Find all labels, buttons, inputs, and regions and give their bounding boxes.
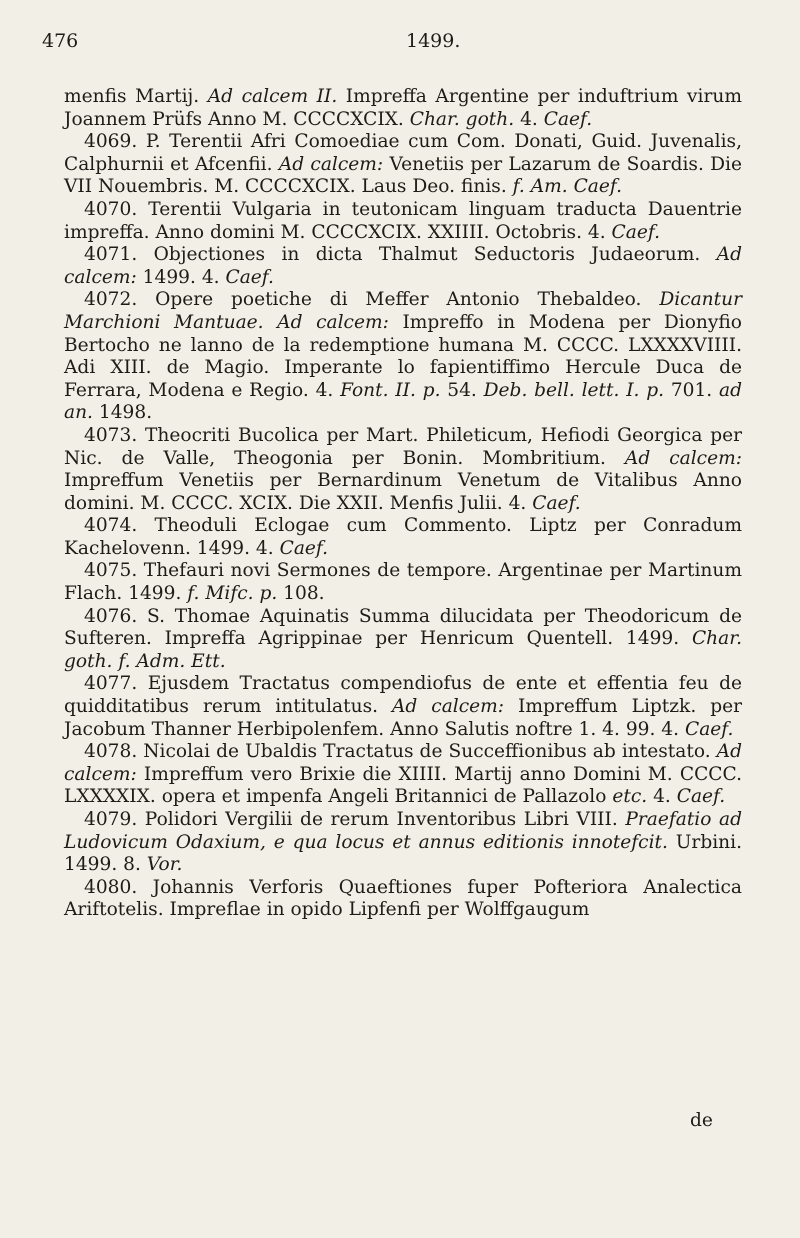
catalog-entry-4078 (64, 741, 742, 809)
running-year: 1499. (406, 30, 461, 52)
entry-text: 1498. (92, 402, 153, 424)
italic-text: Caef. (684, 718, 734, 740)
entry-text: 4080. Johannis Verforis Quaeftiones fuper Pofteriora Analectica Ariftotelis. Impreflae in opido Lipfenfi per Wolffgaugum (64, 876, 742, 921)
italic-text: Char. goth. f. Adm. Ett. (64, 628, 742, 672)
entry-text: 4069. P. Terentii Afri Comoediae cum Com. Donati, Guid. Juvenalis, Calphurnii et Afcenfii. (64, 131, 742, 175)
page-header (42, 28, 758, 58)
page-number: 476 (42, 30, 79, 52)
entry-text: Impreffum Venetiis per Bernardinum Venetum de Vitalibus Anno domini. M. CCCC. XCIX. Die XXII. Menfis Julii. 4. (64, 470, 742, 514)
entry-text: 1499. 4. (136, 266, 226, 288)
catalog-entry-4072 (64, 289, 742, 425)
italic-text: Ad calcem: (64, 741, 742, 785)
entry-text: 701. (664, 379, 719, 401)
catalog-entry-4076 (64, 606, 742, 674)
italic-text: Vor. (146, 854, 183, 876)
italic-text: Ad calcem: (278, 153, 384, 175)
italic-text: Char. goth. (409, 108, 515, 130)
entry-text: Impreffa Argentine per induftrium virum Joannem Prüfs Anno M. CCCCXCIX. (64, 86, 742, 130)
entry-text: Impreffum vero Brixie die XIIII. Martij anno Domini M. CCCC. LXXXXIX. opera et impenfa Angeli Britannici de Pallazolo (64, 763, 742, 808)
entry-text: 4071. Objectiones in dicta Thalmut Seductoris Judaeorum. (84, 244, 717, 266)
italic-text: Caef. (225, 266, 274, 288)
entry-continuation (64, 86, 742, 131)
entry-text: Urbini. 1499. 8. (64, 831, 742, 876)
entry-text: Impreffum Liptzk. per Jacobum Thanner Herbipolenfem. Anno Salutis noftre 1. 4. 99. 4. (64, 696, 742, 740)
italic-text: Caef. (279, 537, 329, 559)
italic-text: f. Mifc. p. (187, 583, 278, 605)
catalog-entry-4071 (64, 244, 742, 289)
italic-text: Ad calcem: (392, 696, 505, 718)
entry-text: Impreffo in Modena per Dionyfio Bertocho ne lanno de la redemptione humana M. CCCC. LXXXXVIIII. Adi XIII. de Magio. Imperante lo fapientiffimo Hercule Duca de Ferrara, Modena e Regio. 4. (64, 311, 742, 401)
catalog-entry-4073 (64, 425, 742, 515)
entry-text: 4. (647, 786, 677, 808)
italic-text: Dicantur Marchioni Mantuae. Ad calcem: (64, 289, 742, 333)
italic-text: f. Am. Caef. (512, 176, 623, 198)
italic-text: Ad calcem II. (207, 86, 338, 107)
italic-text: Caef. (676, 786, 726, 808)
entry-text: 4072. Opere poetiche di Meffer Antonio Thebaldeo. (84, 289, 660, 311)
entry-text: 4077. Ejusdem Tractatus compendiofus de ente et effentia feu de quidditatibus rerum intitulatus. (64, 673, 742, 718)
entry-text: 4074. Theoduli Eclogae cum Commento. Liptz per Conradum Kachelovenn. 1499. 4. (64, 515, 742, 559)
catchword: de (690, 1110, 713, 1131)
catalog-entry-4074 (64, 515, 742, 560)
entry-text: menfis Martij. (64, 86, 208, 107)
italic-text: etc. (612, 786, 648, 808)
italic-text: ad an. (64, 379, 742, 424)
entry-text: 4073. Theocriti Bucolica per Mart. Phileticum, Hefiodi Georgica per Nic. de Valle, Theogonia per Bonin. Mombritium. (64, 424, 742, 469)
entry-text: Venetiis per Lazarum de Soardis. Die VII Nouembris. M. CCCCXCIX. Laus Deo. finis. (64, 153, 743, 198)
italic-text: Ad calcem: (624, 447, 742, 469)
catalog-entry-4070 (64, 199, 742, 244)
catalog-entry-4080 (64, 877, 742, 922)
entry-text: 108. (277, 583, 325, 605)
catalog-entry-4079 (64, 809, 742, 877)
italic-text: Caef. (611, 221, 660, 243)
entry-text: 4. (514, 108, 544, 130)
entry-text: 4075. Thefauri novi Sermones de tempore. Argentinae per Martinum Flach. 1499. (64, 560, 742, 605)
catalog-entries (64, 86, 742, 922)
italic-text: Caef. (532, 492, 581, 514)
italic-text: Praefatio ad Ludovicum Odaxium, e qua locus et annus editionis innotefcit. (64, 809, 743, 853)
italic-text: Deb. bell. lett. I. p. (483, 379, 665, 401)
catalog-entry-4075 (64, 560, 742, 605)
entry-text: 4076. S. Thomae Aquinatis Summa dilucidata per Theodoricum de Sufteren. Impreffa Agrippinae per Henricum Quentell. 1499. (64, 605, 742, 650)
italic-text: Caef. (543, 108, 593, 130)
italic-text: Ad calcem: (64, 244, 742, 288)
entry-text: 4078. Nicolai de Ubaldis Tractatus de Succeffionibus ab intestato. (84, 741, 717, 763)
entry-text: 4079. Polidori Vergilii de rerum Inventoribus Libri VIII. (84, 809, 626, 830)
catalog-entry-4069 (64, 131, 742, 199)
catalog-entry-4077 (64, 673, 742, 741)
entry-text: 4070. Terentii Vulgaria in teutonicam linguam traducta Dauentrie impreffa. Anno domini M. CCCCXCIX. XXIIII. Octobris. 4. (64, 198, 742, 243)
italic-text: Font. II. p. (340, 379, 441, 401)
entry-text: 54. (440, 379, 484, 401)
